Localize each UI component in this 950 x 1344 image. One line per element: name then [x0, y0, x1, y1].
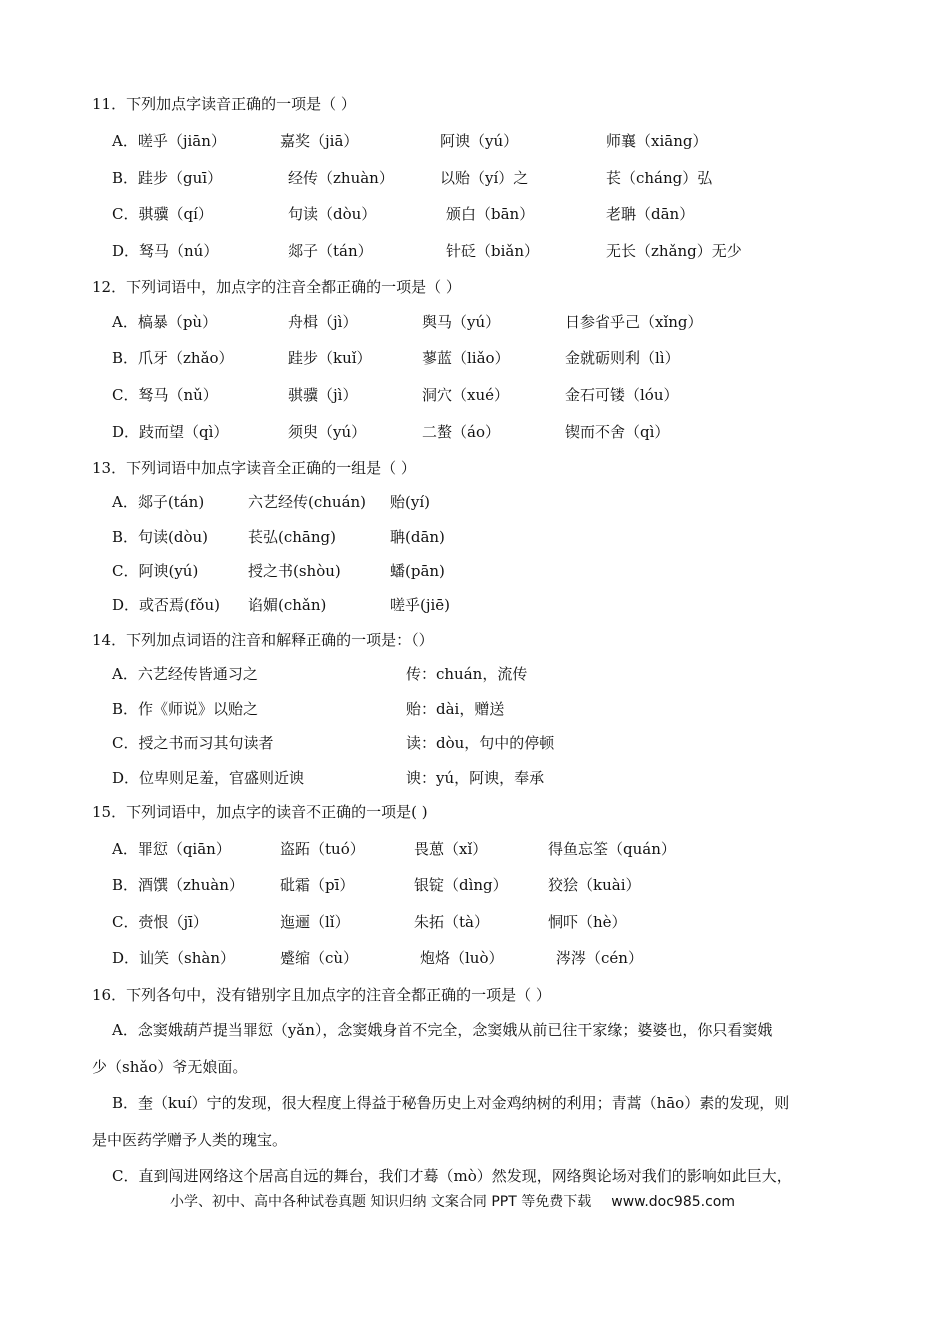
question-14-stem: 14．下列加点词语的注音和解释正确的一项是：（） — [92, 631, 434, 649]
option-cell: A．六艺经传皆通习之 — [112, 665, 258, 683]
option-cell: 蟠(pān) — [390, 562, 445, 580]
option-cell: 狡狯（kuài） — [548, 876, 641, 894]
paragraph-line: B．奎（kuí）宁的发现，很大程度上得益于秘鲁历史上对金鸡纳树的利用；青蒿（hāo）素的发现，则 — [112, 1094, 790, 1112]
option-cell: 洞穴（xué） — [422, 386, 509, 404]
option-cell: 谄媚(chǎn) — [248, 596, 327, 614]
option-cell: B．爪牙（zhǎo） — [112, 349, 234, 367]
option-cell: 贻(yí) — [390, 493, 430, 511]
paragraph-line: 少（shǎo）爷无娘面。 — [92, 1058, 248, 1076]
option-cell: C．阿谀(yú) — [112, 562, 199, 580]
option-cell: 聃(dān) — [390, 528, 445, 546]
option-cell: 读：dòu，句中的停顿 — [406, 734, 555, 752]
option-cell: C．授之书而习其句读者 — [112, 734, 274, 752]
option-cell: B．跬步（guī） — [112, 169, 223, 187]
footer-text: 小学、初中、高中各种试卷真题 知识归纳 文案合同 PPT 等免费下载 — [170, 1194, 592, 1210]
option-cell: B．句读(dòu) — [112, 528, 209, 546]
option-cell: A．槁暴（pù） — [112, 313, 218, 331]
option-cell: D．或否焉(fǒu) — [112, 596, 220, 614]
option-cell: 金就砺则利（lì） — [565, 349, 680, 367]
option-cell: 金石可镂（lóu） — [565, 386, 679, 404]
option-cell: 盗跖（tuó） — [280, 840, 365, 858]
option-cell: 苌弘(chāng) — [248, 528, 336, 546]
option-cell: C．驽马（nǔ） — [112, 386, 218, 404]
option-cell: 师襄（xiāng） — [606, 132, 708, 150]
option-cell: A．嗟乎（jiān） — [112, 132, 226, 150]
option-cell: 须臾（yú） — [288, 423, 367, 441]
option-cell: 传：chuán，流传 — [406, 665, 528, 683]
option-cell: C．赍恨（jī） — [112, 913, 208, 931]
option-cell: 得鱼忘筌（quán） — [548, 840, 676, 858]
option-cell: D．位卑则足羞，官盛则近谀 — [112, 769, 305, 787]
option-cell: 跬步（kuǐ） — [288, 349, 372, 367]
option-cell: 锲而不舍（qì） — [565, 423, 670, 441]
option-cell: 针砭（biǎn） — [446, 242, 540, 260]
option-cell: 贻：dài，赠送 — [406, 700, 505, 718]
option-cell: D．跂而望（qì） — [112, 423, 229, 441]
option-cell: 舆马（yú） — [422, 313, 501, 331]
option-cell: B．作《师说》以贻之 — [112, 700, 259, 718]
option-cell: A．郯子(tán) — [112, 493, 205, 511]
option-cell: B．酒馔（zhuàn） — [112, 876, 244, 894]
question-16-stem: 16．下列各句中，没有错别字且加点字的注音全都正确的一项是（ ） — [92, 986, 551, 1004]
option-cell: 经传（zhuàn） — [288, 169, 394, 187]
option-cell: 嗟乎(jiē) — [390, 596, 451, 614]
question-15-stem: 15．下列词语中，加点字的读音不正确的一项是( ) — [92, 803, 428, 821]
option-cell: 炮烙（luò） — [420, 949, 504, 967]
option-cell: 郯子（tán） — [288, 242, 373, 260]
option-cell: 朱拓（tà） — [414, 913, 489, 931]
option-cell: 涔涔（cén） — [556, 949, 643, 967]
option-cell: 银锭（dìng） — [414, 876, 508, 894]
question-12-stem: 12．下列词语中，加点字的注音全都正确的一项是（ ） — [92, 278, 461, 296]
option-cell: 恫吓（hè） — [548, 913, 627, 931]
option-cell: 颁白（bān） — [446, 205, 535, 223]
option-cell: 蓼蓝（liǎo） — [422, 349, 510, 367]
option-cell: 无长（zhǎng）无少 — [606, 242, 742, 260]
paragraph-line: A．念窦娥葫芦提当罪愆（yǎn），念窦娥身首不完全，念窦娥从前已往干家缘；婆婆也，你只看窦娥 — [112, 1021, 773, 1039]
option-cell: 嘉奖（jiā） — [280, 132, 359, 150]
option-cell: C．骐骥（qí） — [112, 205, 213, 223]
option-cell: D．讪笑（shàn） — [112, 949, 235, 967]
question-13-stem: 13．下列词语中加点字读音全正确的一组是（ ） — [92, 459, 416, 477]
option-cell: 阿谀（yú） — [440, 132, 519, 150]
option-cell: 骐骥（jì） — [288, 386, 358, 404]
option-cell: 砒霜（pī） — [280, 876, 355, 894]
footer-website-link[interactable]: www.doc985.com — [611, 1194, 735, 1210]
option-cell: 日参省乎己（xǐng） — [565, 313, 703, 331]
option-cell: 谀：yú，阿谀，奉承 — [406, 769, 545, 787]
option-cell: 老聃（dān） — [606, 205, 695, 223]
option-cell: A．罪愆（qiān） — [112, 840, 231, 858]
option-cell: 畏葸（xǐ） — [414, 840, 488, 858]
paragraph-line: 是中医药学赠予人类的瑰宝。 — [92, 1131, 288, 1149]
option-cell: 六艺经传(chuán) — [248, 493, 367, 511]
option-cell: 授之书(shòu) — [248, 562, 341, 580]
option-cell: 蹙缩（cù） — [280, 949, 359, 967]
option-cell: 迤逦（lǐ） — [280, 913, 350, 931]
option-cell: 苌（cháng）弘 — [606, 169, 713, 187]
page-footer — [170, 1192, 735, 1212]
option-cell: D．驽马（nú） — [112, 242, 219, 260]
option-cell: 舟楫（jì） — [288, 313, 358, 331]
option-cell: 二螯（áo） — [422, 423, 500, 441]
paragraph-line: C．直到闯进网络这个居高自远的舞台，我们才蓦（mò）然发现，网络舆论场对我们的影响如此巨大， — [112, 1167, 792, 1185]
option-cell: 以贻（yí）之 — [440, 169, 529, 187]
option-cell: 句读（dòu） — [288, 205, 377, 223]
question-11-stem: 11．下列加点字读音正确的一项是（ ） — [92, 95, 356, 113]
